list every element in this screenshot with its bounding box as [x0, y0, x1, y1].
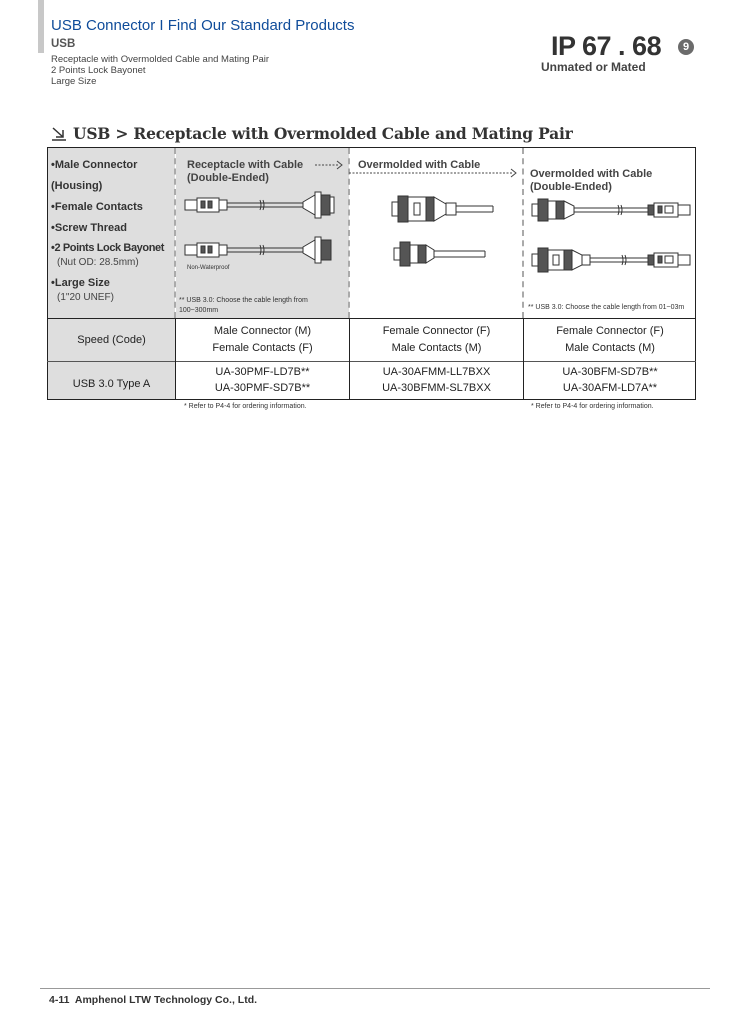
col1-note-line1: ** USB 3.0: Choose the cable length from — [179, 297, 308, 304]
ip-badge: 9 — [678, 39, 694, 55]
header-subtitle: USB — [51, 38, 76, 50]
col2-header-line2: Male Contacts (M) — [391, 342, 482, 354]
feature-male-connector: •Male Connector — [51, 159, 138, 171]
header-line-3: Large Size — [51, 76, 97, 87]
col3-note: ** USB 3.0: Choose the cable length from 01~03m — [528, 304, 685, 311]
arrow-down-right-icon — [51, 125, 67, 141]
col3-title-line1: Overmolded with Cable — [530, 168, 653, 180]
col1-title-line2: (Double-Ended) — [187, 172, 269, 184]
header-line-2: 2 Points Lock Bayonet — [51, 65, 146, 76]
col1-note-line2: 100~300mm — [179, 307, 219, 314]
part-code: UA-30BFMM-SL7BXX — [382, 382, 491, 394]
ip-rating: IP 67 . 68 — [551, 31, 662, 61]
footer-text: 4-11 Amphenol LTW Technology Co., Ltd. — [49, 994, 258, 1006]
col2-title-line1: Overmolded with Cable — [358, 159, 481, 171]
feature-screw-thread: •Screw Thread — [51, 222, 127, 234]
col3-title-line2: (Double-Ended) — [530, 181, 612, 193]
column-divider — [174, 148, 176, 318]
part-code: UA-30PMF-LD7B** — [215, 366, 310, 378]
table-divider — [47, 361, 696, 362]
non-waterproof-label: Non-Waterproof — [187, 265, 230, 271]
footnote-right: * Refer to P4-4 for ordering information. — [531, 403, 654, 410]
section-title: USB > Receptacle with Overmolded Cable and Mating Pair — [73, 124, 573, 143]
part-code: UA-30PMF-SD7B** — [214, 382, 311, 394]
col1-header-line1: Male Connector (M) — [213, 325, 312, 337]
feature-female-contacts: •Female Contacts — [51, 201, 143, 213]
feature-housing: (Housing) — [51, 180, 103, 192]
feature-large-size-sub: (1"20 UNEF) — [57, 292, 114, 303]
overmolded-cable-drawing — [390, 190, 500, 270]
header-title: USB Connector I Find Our Standard Products — [51, 17, 355, 34]
part-code: UA-30AFM-LD7A** — [562, 382, 658, 394]
header-accent-bar — [38, 0, 44, 53]
feature-bayonet: •2 Points Lock Bayonet — [51, 242, 165, 254]
col3-header-line2: Male Contacts (M) — [565, 342, 655, 354]
header-line-1: Receptacle with Overmolded Cable and Mating Pair — [51, 54, 270, 65]
col3-header-line1: Female Connector (F) — [556, 325, 664, 337]
overmolded-double-ended-drawing — [530, 196, 695, 276]
ip-note: Unmated or Mated — [541, 60, 646, 74]
usb-type-label: USB 3.0 Type A — [72, 378, 151, 390]
receptacle-cable-drawing — [183, 190, 338, 265]
col1-title-line1: Receptacle with Cable — [187, 159, 304, 171]
part-code: UA-30BFM-SD7B** — [562, 366, 658, 378]
part-code: UA-30AFMM-LL7BXX — [382, 366, 491, 378]
col2-header-line1: Female Connector (F) — [382, 325, 491, 337]
footnote-left: * Refer to P4-4 for ordering information. — [184, 403, 307, 410]
footer-divider — [40, 988, 710, 989]
feature-large-size: •Large Size — [51, 277, 110, 289]
mating-arrow-icon — [315, 158, 525, 182]
speed-code-header: Speed (Code) — [77, 334, 146, 346]
col1-header-line2: Female Contacts (F) — [212, 342, 313, 354]
feature-bayonet-sub: (Nut OD: 28.5mm) — [57, 257, 139, 268]
